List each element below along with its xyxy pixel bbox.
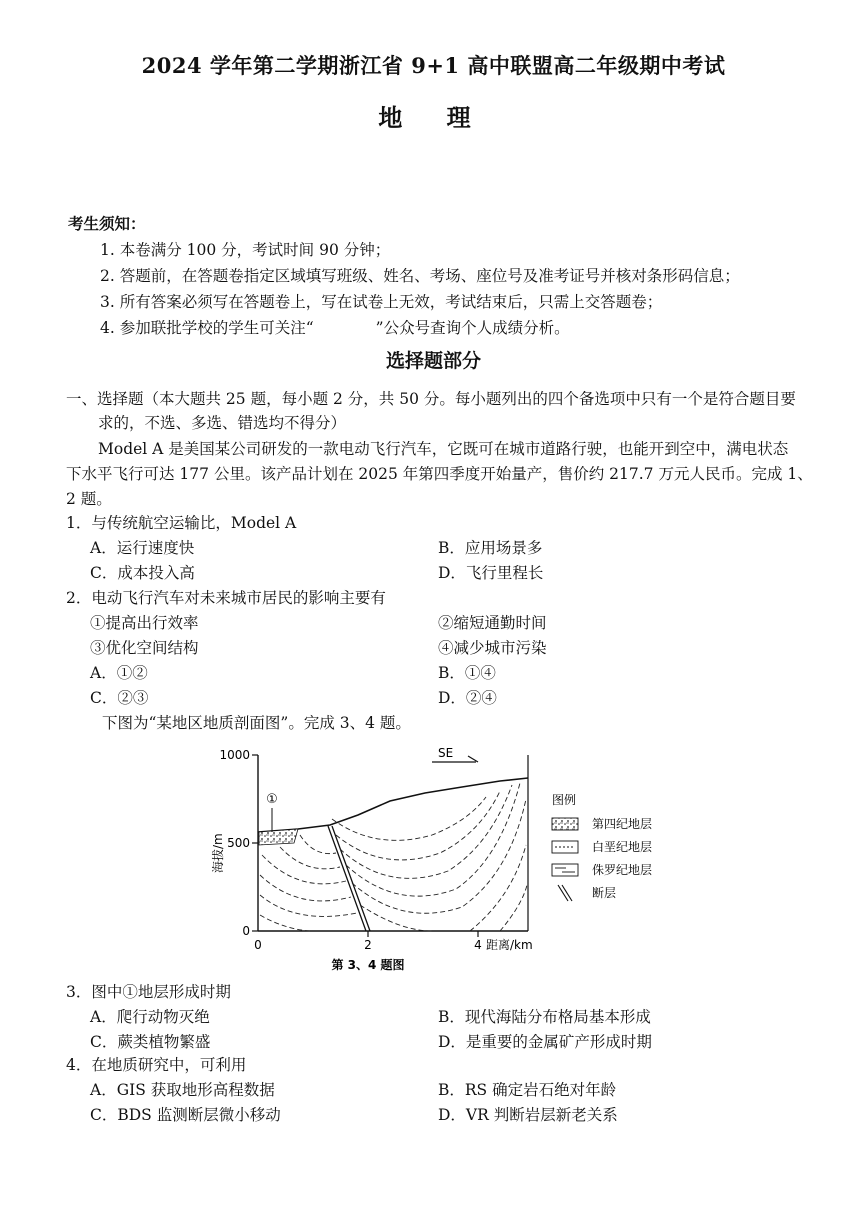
q3-stem: 3．图中①地层形成时期	[66, 983, 231, 1001]
intro-line-1: Model A 是美国某公司研发的一款电动飞行汽车，它既可在城市道路行驶，也能开到空中，满电状态	[98, 440, 789, 458]
notice-item-4-start: 4. 参加联批学校的学生可关注“	[100, 319, 314, 337]
legend-fault-label: 断层	[592, 886, 617, 900]
intro-line-3: 2 题。	[66, 490, 112, 508]
direction-label: SE	[438, 746, 454, 760]
terrain-surface	[258, 778, 528, 832]
x-tick-0: 0	[254, 938, 262, 952]
subject-title: 地 理	[378, 103, 489, 132]
q4-option-a: A．GIS 获取地形高程数据	[90, 1081, 275, 1099]
q1-option-c: C．成本投入高	[90, 564, 195, 582]
part1-heading-line2: 求的，不选、多选、错选均不得分）	[98, 414, 347, 432]
q1-option-b: B．应用场景多	[438, 539, 543, 557]
geologic-section-figure	[200, 735, 720, 980]
notice-item-1: 1. 本卷满分 100 分，考试时间 90 分钟；	[100, 241, 391, 259]
q2-option-a: A．①②	[90, 664, 148, 682]
q2-option-c: C．②③	[90, 689, 149, 707]
q2-statement-3: ③优化空间结构	[90, 639, 199, 657]
q4-option-b: B．RS 确定岩石绝对年龄	[438, 1081, 617, 1099]
legend-fault-symbol	[558, 885, 572, 901]
notice-item-2: 2. 答题前，在答题卷指定区域填写班级、姓名、考场、座位号及准考证号并核对条形码信息；	[100, 267, 740, 285]
q3-option-a: A．爬行动物灭绝	[90, 1008, 210, 1026]
q1-option-a: A．运行速度快	[90, 539, 195, 557]
notice-item-4-end: ”公众号查询个人成绩分析。	[375, 319, 570, 337]
legend-jurassic-swatch	[552, 864, 578, 876]
legend-cretaceous-label: 白垩纪地层	[592, 840, 653, 854]
q2-option-d: D．②④	[438, 689, 497, 707]
quaternary-layer	[259, 829, 298, 845]
y-tick-500: 500	[227, 836, 250, 850]
q3-option-d: D．是重要的金属矿产形成时期	[438, 1033, 652, 1051]
y-axis-label: 海拔/m	[211, 833, 225, 873]
figure-intro: 下图为“某地区地质剖面图”。完成 3、4 题。	[102, 714, 411, 732]
notice-item-4	[100, 316, 570, 338]
legend-quaternary-label: 第四纪地层	[592, 817, 653, 831]
q3-option-b: B．现代海陆分布格局基本形成	[438, 1008, 651, 1026]
q4-stem: 4．在地质研究中，可利用	[66, 1056, 247, 1074]
legend-quaternary-swatch	[552, 818, 578, 830]
y-tick-0: 0	[242, 924, 250, 938]
marker-1: ①	[266, 792, 278, 807]
notice-heading: 考生须知：	[68, 214, 146, 233]
q1-stem: 1．与传统航空运输比，Model A	[66, 514, 297, 532]
section-title: 选择题部分	[385, 350, 481, 372]
q4-option-d: D．VR 判断岩层新老关系	[438, 1106, 618, 1124]
part1-heading-line1: 一、选择题（本大题共 25 题，每小题 2 分，共 50 分。每小题列出的四个备选项中只有一个是符合题目要	[66, 390, 796, 408]
left-block-strata	[260, 835, 357, 931]
x-tick-4: 4	[474, 938, 482, 952]
q1-option-d: D．飞行里程长	[438, 564, 544, 582]
y-tick-1000: 1000	[219, 748, 250, 762]
q2-statement-1: ①提高出行效率	[90, 614, 199, 632]
q4-option-c: C．BDS 监测断层微小移动	[90, 1106, 281, 1124]
legend-title: 图例	[552, 793, 577, 807]
right-block-strata	[332, 783, 527, 931]
q3-option-c: C．蕨类植物繁盛	[90, 1033, 211, 1051]
fault-line-2	[332, 826, 370, 931]
q2-stem: 2．电动飞行汽车对未来城市居民的影响主要有	[66, 589, 386, 607]
q2-statement-2: ②缩短通勤时间	[438, 614, 547, 632]
q2-statement-4: ④减少城市污染	[438, 639, 547, 657]
intro-line-2: 下水平飞行可达 177 公里。该产品计划在 2025 年第四季度开始量产，售价约 217.7 万元人民币。完成 1、	[66, 465, 813, 483]
notice-item-3: 3. 所有答案必须写在答题卷上，写在试卷上无效，考试结束后，只需上交答题卷；	[100, 293, 663, 311]
q2-option-b: B．①④	[438, 664, 496, 682]
fault-line-1	[328, 826, 366, 931]
x-axis-label: 距离/km	[486, 938, 533, 952]
exam-title: 2024 学年第二学期浙江省 9+1 高中联盟高二年级期中考试	[141, 53, 726, 78]
x-tick-2: 2	[364, 938, 372, 952]
figure-caption: 第 3、4 题图	[331, 958, 405, 972]
legend-jurassic-label: 侏罗纪地层	[592, 863, 653, 877]
